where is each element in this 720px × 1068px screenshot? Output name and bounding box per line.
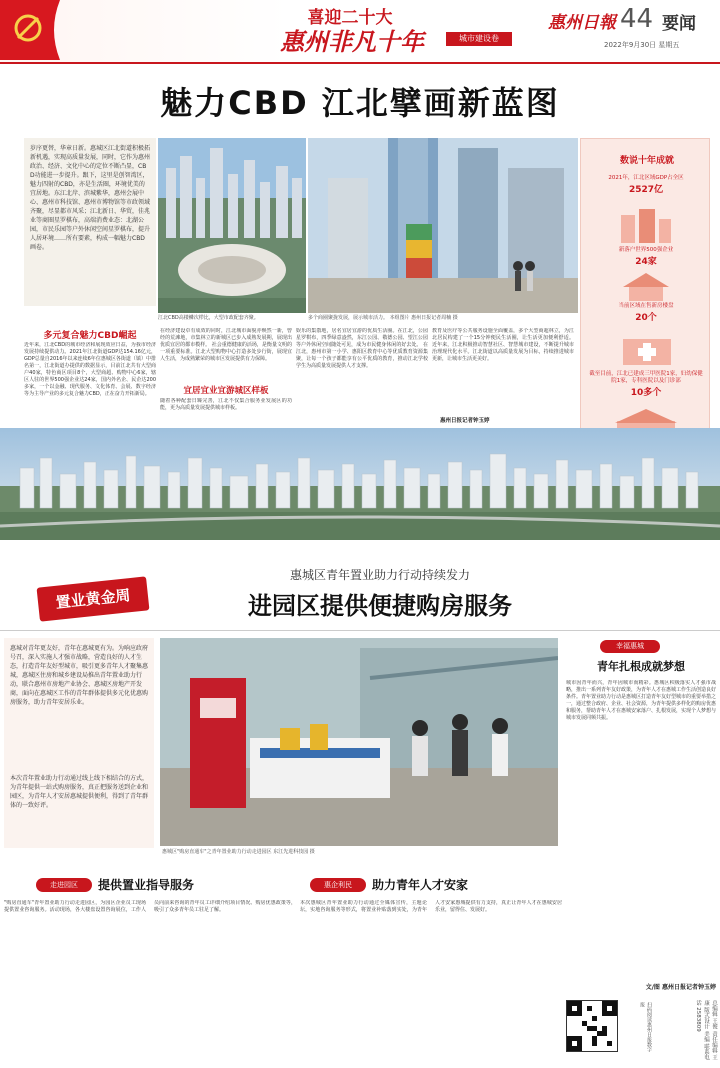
stat-text: 截至目前，江北已建成三甲医院1家，妇幼保健院1家，专科医院以及门诊部 xyxy=(589,371,703,384)
banner-line1: 喜迎二十大 xyxy=(307,8,393,28)
top-byline: 惠州日报记者钟玉婷 xyxy=(440,418,490,424)
house-icon xyxy=(621,271,671,301)
lead-box xyxy=(24,138,156,306)
col2-section-title: 宜居宜业宜游城区样板 xyxy=(183,386,269,396)
feature-photo-caption: 惠城区"购房直通车"之青年置业助力行动走进园区 东江先进科技园 摄 xyxy=(162,849,315,855)
city-panorama-photo xyxy=(0,428,720,540)
side-byline: 文/图 惠州日报记者钟玉婷 xyxy=(645,984,716,991)
paper-name: 惠州日報 xyxy=(548,13,616,33)
feature-tag-text: 置业黄金周 xyxy=(54,586,132,612)
feature-rule xyxy=(0,630,720,631)
stat-text: 2021年，江北区域GDP占全区 xyxy=(608,175,684,181)
side-tag xyxy=(600,640,660,653)
sub2-tag xyxy=(310,878,366,892)
page-footer: 总编辑 王俊 责任编辑 王康 版式设计 美编 联系电话 2583809 xyxy=(695,1000,717,1061)
stat-item xyxy=(589,247,703,267)
feature-headline: 进园区提供便捷购房服务 xyxy=(248,592,512,620)
stats-heading: 数说十年成就 xyxy=(619,156,674,166)
feature-lead2: 本次青年置业助力行动通过线上线下相结合的方式，为青年提供一站式购房服务，真正把服务送到企业和园区，为青年人才安居惠城提供便利，得到了青年群体的一致好评。 xyxy=(10,775,148,809)
photo2-caption: 多个商圈聚拢发展，展示城市活力。 本组图片 惠州日报记者周楠 摄 xyxy=(308,315,458,321)
stat-item xyxy=(589,175,703,195)
lead-text: 岁序更替，华章日新。惠城区江北街道积极拓新机遇，实现高质量发展，同时，它作为惠州政治、经济、文化中心的定位不断凸显，CBD功能进一步提升。跟下，这里是创智湾区，魅力四射的CBD，亦是生活圈，环境优美的宜居地。东江北岸、滨城紫华，惠州会展中心、惠州市科技馆、惠州市博物馆等市政领域齐聚，尽显都市风采；江北新日、华贸，佳兆业等商圈星罗棋布，高端消费业态：北湖公园，市民乐园等户外休闲空间星罗棋布，提升人居环境……所有要素，构成一幅魅力CBD画卷。 xyxy=(30,145,150,251)
sub1-body: "购房直通车"青年置业助力行动走进园区，为园区企业员工现场提供置业咨询服务。活动现场，各大楼盘设置咨询展位，工作人员向前来咨询的青年员工详细介绍项目情况、购房优惠政策等，吸引了众多青年员工驻足了解。 xyxy=(4,900,296,913)
commercial-plaza-photo xyxy=(308,138,578,313)
hospital-icon xyxy=(617,335,677,365)
banner-line2: 惠州非凡十年 xyxy=(280,27,424,56)
emblem-icon xyxy=(0,0,60,60)
stat-value: 10多个 xyxy=(630,388,662,398)
stat-value: 24家 xyxy=(635,257,657,267)
banner-tag: 城市建设卷 xyxy=(446,32,512,46)
photo1-caption: 江北CBD高楼鳞次栉比，大型市政配套齐聚。 xyxy=(158,315,259,321)
sub1-title: 提供置业指导服务 xyxy=(98,878,195,892)
stat-value: 2527亿 xyxy=(628,185,664,195)
housing-expo-photo xyxy=(160,638,558,846)
col2-body: 在经济建设卓有成效的同时，江北城市面貌亦焕然一新，曾经的荒滩地，市集林立的新城区已步入成熟发展期，展现出优质宜居的都市模样。 社会重德健康的活场，是衡量文明的一项重要标准。江北大型购物中心打造多处步行街，展现宜人生活，为成熟繁荣的城市区发展提供有力保障。 xyxy=(160,328,292,362)
masthead-rule xyxy=(0,62,720,64)
masthead xyxy=(0,0,720,64)
sub2-tag-text: 惠企利民 xyxy=(324,881,352,889)
section-name: 要闻 xyxy=(662,14,696,34)
side-title: 青年扎根成就梦想 xyxy=(597,660,685,673)
side-body: 城市因青年而兴，青年因城市而精彩。惠城区积极落实人才强市战略，推出一系列青年友好政策，为青年人才在惠城工作生活创造良好条件。青年置业助力行动是惠城区打造青年友好型城市的重要举措之一，通过整合政府、企业、社会资源，为青年提供多样化的购房优惠和服务，帮助青年人才在惠城安家落户、扎根发展，实现个人梦想与城市发展同频共振。 xyxy=(566,680,716,721)
feature-kicker: 惠城区青年置业助力行动持续发力 xyxy=(289,568,470,582)
section1-body: 近年来，江北CBD的城市经济和展现效应日益，为我市经济发展持续提供动力。2021年江北街道GDP达154.16亿元，GDP总量自2016年以来连续6年位惠城区各街道（镇）中排名第一，江北街道办提供的数据显示，目前江北共有大型商户40家，特色商区项目8个，大型商超、购物中心6家，辖区人驻的世界500强企业达24家，国内外名企、民企达200多家，一个以金融、现代服务、文化体育、会展、数字经济等为主导产业的多元复合魅力CBD，正在奋力开拓新局。 xyxy=(24,342,156,397)
stat-item xyxy=(589,303,703,323)
stat-text: 当前区域在售新房楼盘 xyxy=(618,303,674,309)
sub2-body: 本次惠城区青年置业助力行动通过全媒体宣传，主题论坛，实地咨询服务等形式，将置业补贴落到实处，为青年人才安家惠城提供有力支持，真正让青年人才在惠城安居乐业，留得住、发展好。 xyxy=(300,900,562,913)
stats-sidebar xyxy=(580,138,710,478)
qr-caption: 扫码阅读惠州日报数字报 xyxy=(639,1002,652,1052)
top-story-headline: 魅力CBD 江北擘画新蓝图 xyxy=(160,84,560,122)
qr-code[interactable] xyxy=(566,1000,618,1052)
building-icon xyxy=(611,209,681,243)
col2-body2: 随着各种配套日臻完善，江北不仅集合服务业发展区的功能，更为高质量发展提供城市样板。 xyxy=(160,398,292,411)
sub2-title: 助力青年人才安家 xyxy=(372,878,469,892)
stat-text: 新落户世界500强企业 xyxy=(618,247,674,253)
feature-lead: 惠城对青年更友好，青年在惠城更有为。为响应政府号召，深入实施人才强市战略，营造良好的人才生态，打造青年友好型城市，吸引更多青年人才聚集惠城，惠城区住房和城乡建设局推出青年置业助力行动，联合惠州市房地产业协会、惠城区房地产开发商，面向在惠城区工作的青年群体提供多元化优惠购房服务，助力青年安居乐业。 xyxy=(10,645,148,706)
stat-item xyxy=(589,371,703,398)
col4-body: 教育及医疗等公共服务设施全面覆盖，多个大型商超林立，为江北居民构建了一个15分钟便民生活圈，让生活更加便利舒适。 近年来，江北积极推动智慧社区、智慧城市建设，不断提升城市治理现代化水平。江北街道以高质量发展为目标，持续推进城市更新，让城市生活更美好。 xyxy=(432,328,574,362)
side-tag-text: 幸福惠城 xyxy=(616,642,644,650)
cbd-aerial-photo xyxy=(158,138,306,313)
sub1-tag-text: 走进园区 xyxy=(50,881,78,889)
issue-date: 2022年9月30日 星期五 xyxy=(604,41,680,49)
col3-body: 娱乐的集散地，居名宜居宜游的优质生活圈。在江北，公园星罗棋布，四季绿意盎然，东江公园、敬德公园、望江公园等户外休闲空间随处可见，成为市民健身休闲的好去处。 在江北，惠州市第一小学、惠阳区教育中心等优质教育资源集聚，让每一个孩子都能享有公平优质的教育，推动江北学校学生为高质量发展提供人才支撑。 xyxy=(296,328,428,369)
stat-value: 20个 xyxy=(635,313,657,323)
section1-title: 多元复合魅力CBD崛起 xyxy=(43,331,137,341)
feature-lead-box xyxy=(4,638,154,848)
sub1-tag xyxy=(36,878,92,892)
feature-tag xyxy=(37,576,150,621)
page-number: 44 xyxy=(620,4,654,34)
